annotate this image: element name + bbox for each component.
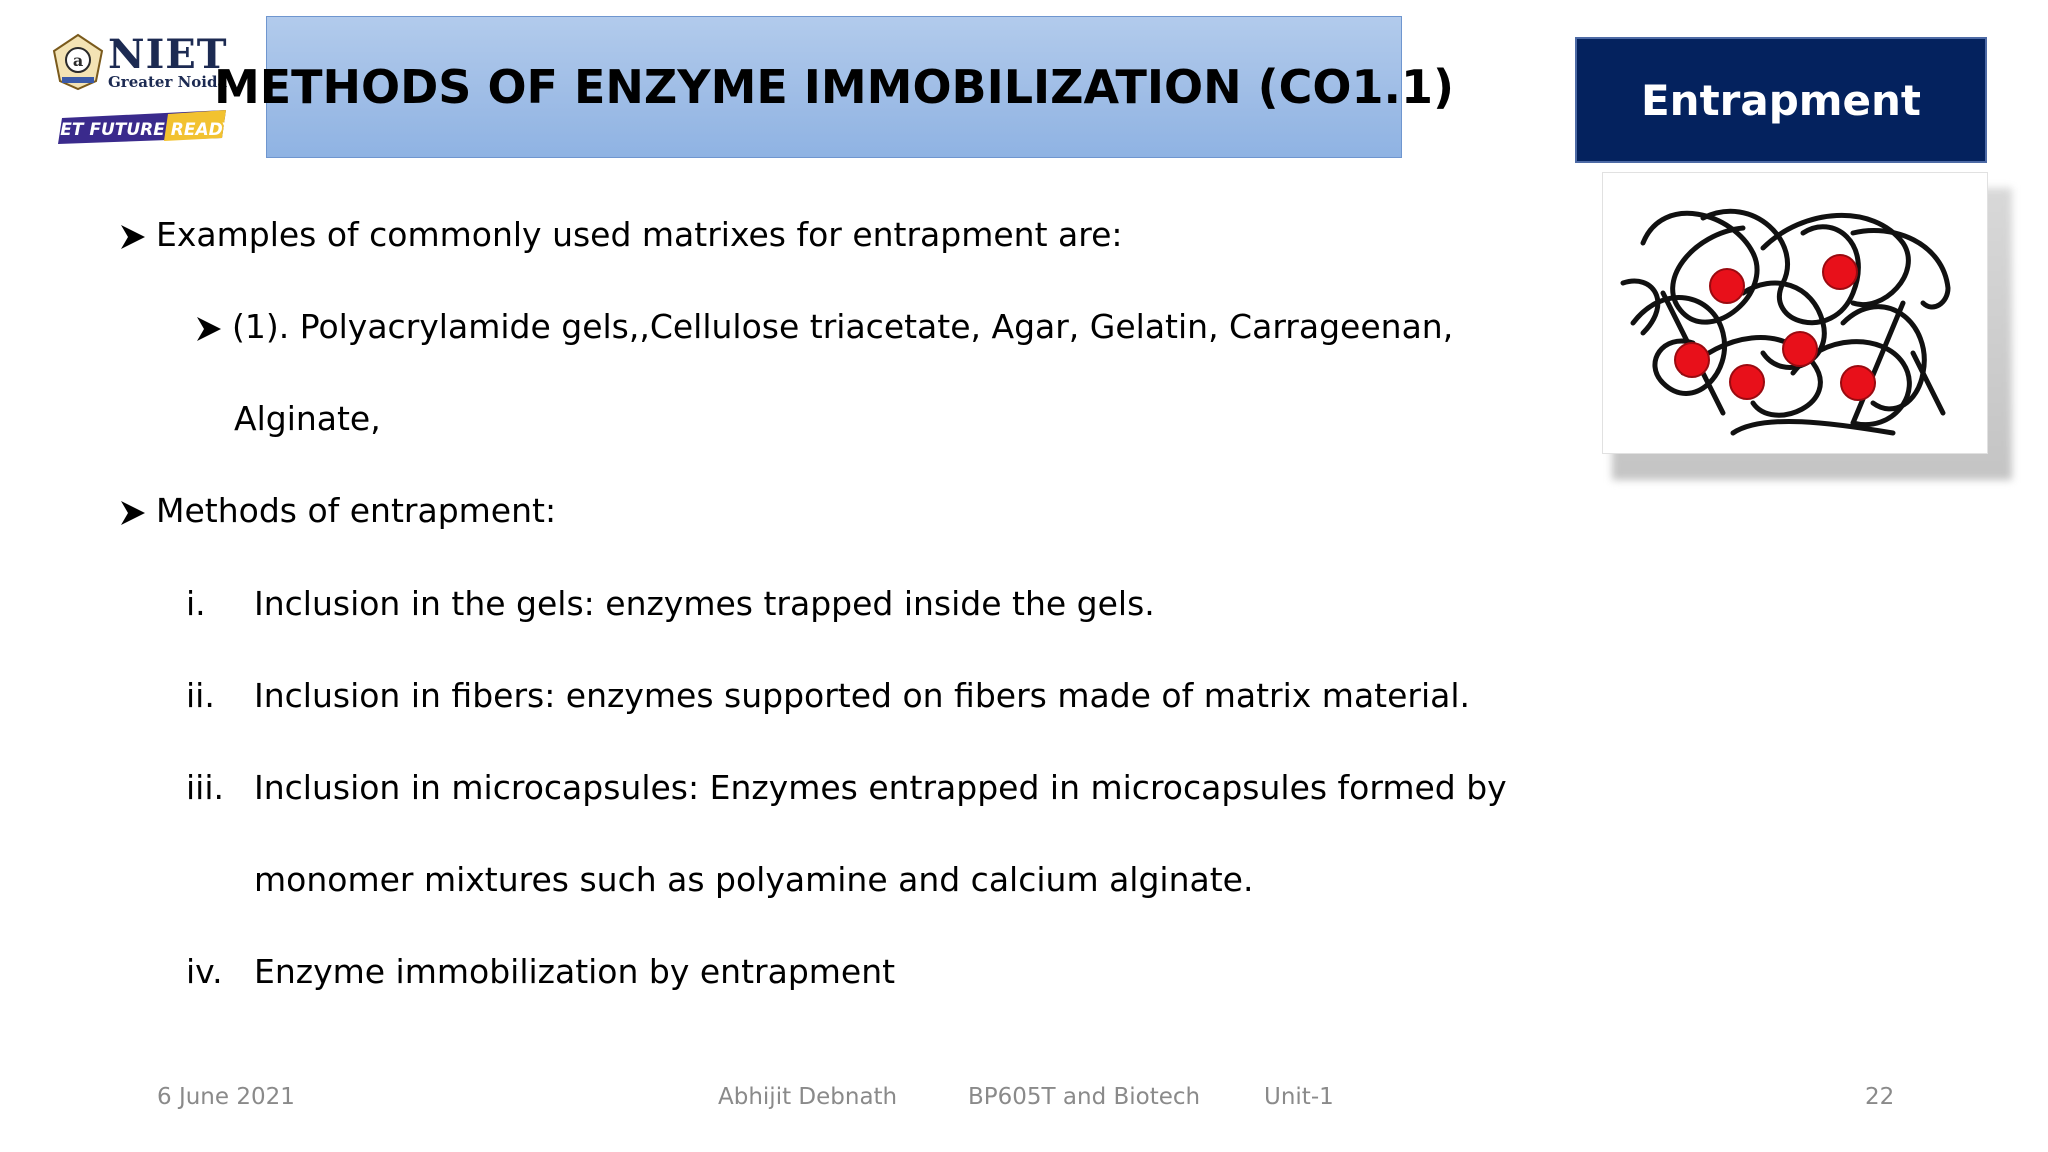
enzyme-dot [1675,343,1709,377]
logo-wordmark [108,30,228,91]
sub-bullet-continuation: Alginate, [234,399,381,438]
enzyme-dot [1841,366,1875,400]
footer-date: 6 June 2021 [157,1084,295,1110]
arrowhead-bullet-icon [110,222,156,252]
enzyme-dot [1730,365,1764,399]
footer-course: BP605T and Biotech [968,1084,1201,1110]
method-text: Inclusion in microcapsules: Enzymes entrapped in microcapsules formed by [254,768,1507,807]
slide-title: METHODS OF ENZYME IMMOBILIZATION (CO1.1) [213,60,1455,114]
logo-top-row [52,30,238,94]
method-text: Inclusion in fibers: enzymes supported on fibers made of matrix material. [254,676,1471,715]
footer-unit: Unit-1 [1264,1084,1334,1110]
arrowhead-bullet-icon [110,498,156,528]
method-numeral: iv. [186,952,223,991]
enzyme-dot [1783,332,1817,366]
sub-bullet-item [186,307,1453,347]
bullet-item [110,215,1123,255]
logo-slogan-banner [56,108,230,146]
logo-name: NIET [108,30,228,78]
method-numeral: i. [186,584,206,623]
method-continuation: monomer mixtures such as polyamine and calcium alginate. [254,860,1254,899]
method-text: Enzyme immobilization by entrapment [254,952,896,991]
bullet-text: Examples of commonly used matrixes for entrapment are: [156,215,1123,254]
bullet-text: Methods of entrapment: [156,491,557,530]
method-numeral: ii. [186,676,215,715]
method-numeral: iii. [186,768,224,807]
method-text: Inclusion in the gels: enzymes trapped inside the gels. [254,584,1155,623]
crest-icon [52,33,104,91]
footer-author: Abhijit Debnath [718,1084,898,1110]
bullet-item [110,491,556,531]
entrapment-diagram [1602,172,1988,454]
enzyme-dot [1710,269,1744,303]
sub-bullet-text: (1). Polyacrylamide gels,,Cellulose triacetate, Agar, Gelatin, Carrageenan, [232,307,1454,346]
niet-logo [52,30,238,156]
footer-page-number: 22 [1865,1084,1895,1110]
svg-text:a: a [72,51,84,70]
logo-subtitle: Greater Noida [108,72,228,91]
arrowhead-bullet-icon [186,314,232,344]
entrapment-label-text: Entrapment [1640,75,1921,125]
logo-slogan-text: GET FUTURE READY [56,120,230,140]
entrapment-label [1575,37,1987,163]
matrix-strand [1913,353,1943,413]
slide-title-box [213,16,1455,158]
enzyme-entrapment-diagram-icon [1603,173,1987,453]
enzyme-dot [1823,255,1857,289]
